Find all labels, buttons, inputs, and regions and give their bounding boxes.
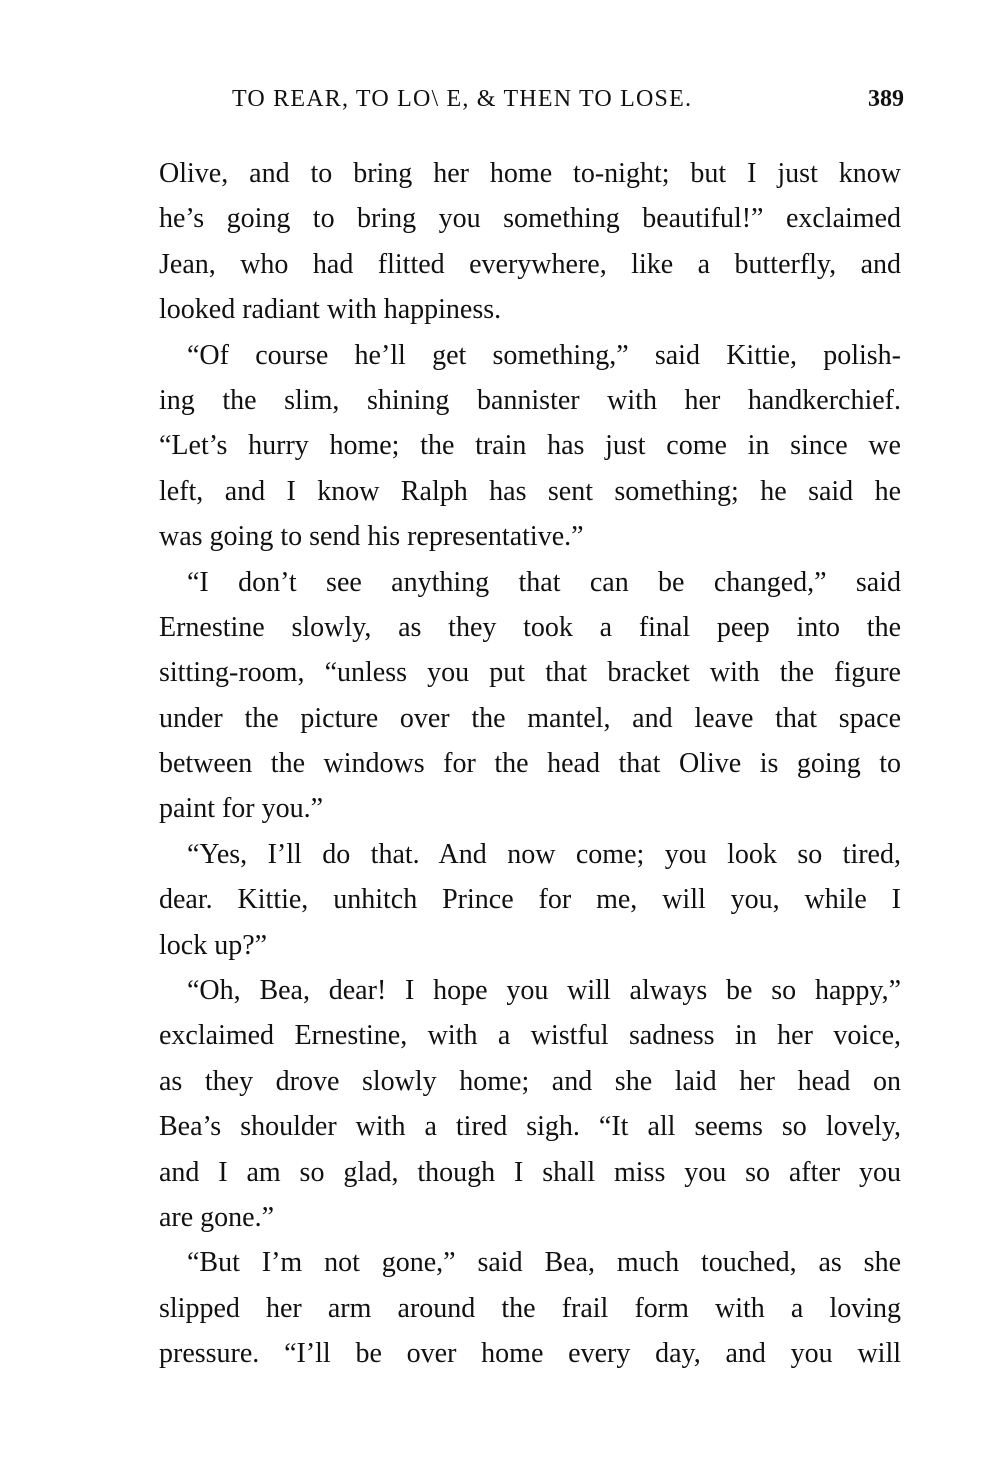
text-line: lock up?”: [159, 929, 268, 961]
text-line: Jean, who had flitted everywhere, like a butterfly, and: [159, 248, 901, 280]
text-line: Bea’s shoulder with a tired sigh. “It all seems so lovely,: [159, 1111, 901, 1143]
text-line: under the picture over the mantel, and leave that space: [159, 702, 901, 734]
page-number: 389: [868, 86, 904, 112]
text-line: paint for you.”: [159, 793, 324, 825]
text-line: Olive, and to bring her home to-night; but I just know: [159, 158, 901, 189]
text-line: “Oh, Bea, dear! I hope you will always be so happy,”: [187, 975, 901, 1007]
text-line: dear. Kittie, unhitch Prince for me, will you, while I: [159, 884, 901, 916]
text-line: sitting-room, “unless you put that bracket with the figure: [159, 657, 901, 689]
text-line: “But I’m not gone,” said Bea, much touched, as she: [187, 1247, 901, 1279]
text-line: “Of course he’ll get something,” said Kittie, polish-: [187, 339, 901, 371]
text-line: are gone.”: [159, 1201, 275, 1233]
text-line: left, and I know Ralph has sent something; he said he: [159, 475, 901, 507]
text-line: looked radiant with happiness.: [159, 294, 502, 326]
text-line: he’s going to bring you something beautiful!” exclaimed: [159, 203, 901, 235]
text-line: slipped her arm around the frail form with a loving: [159, 1292, 901, 1324]
body-text: [159, 151, 901, 1377]
running-header: [232, 86, 904, 122]
text-line: “I don’t see anything that can be changed,” said: [187, 566, 901, 598]
text-line: “Let’s hurry home; the train has just come in since we: [159, 430, 901, 462]
text-line: “Yes, I’ll do that. And now come; you look so tired,: [187, 838, 901, 870]
text-line: and I am so glad, though I shall miss you so after you: [159, 1156, 901, 1188]
text-line: ing the slim, shining bannister with her handkerchief.: [159, 384, 901, 416]
text-line: was going to send his representative.”: [159, 521, 584, 553]
text-line: exclaimed Ernestine, with a wistful sadness in her voice,: [159, 1020, 901, 1052]
text-line: Ernestine slowly, as they took a final peep into the: [159, 611, 901, 643]
text-line: pressure. “I’ll be over home every day, and you will: [159, 1338, 901, 1370]
text-line: between the windows for the head that Olive is going to: [159, 748, 901, 780]
text-line: as they drove slowly home; and she laid her head on: [159, 1065, 901, 1097]
running-title: TO REAR, TO LO\ E, & THEN TO LOSE.: [232, 86, 693, 112]
